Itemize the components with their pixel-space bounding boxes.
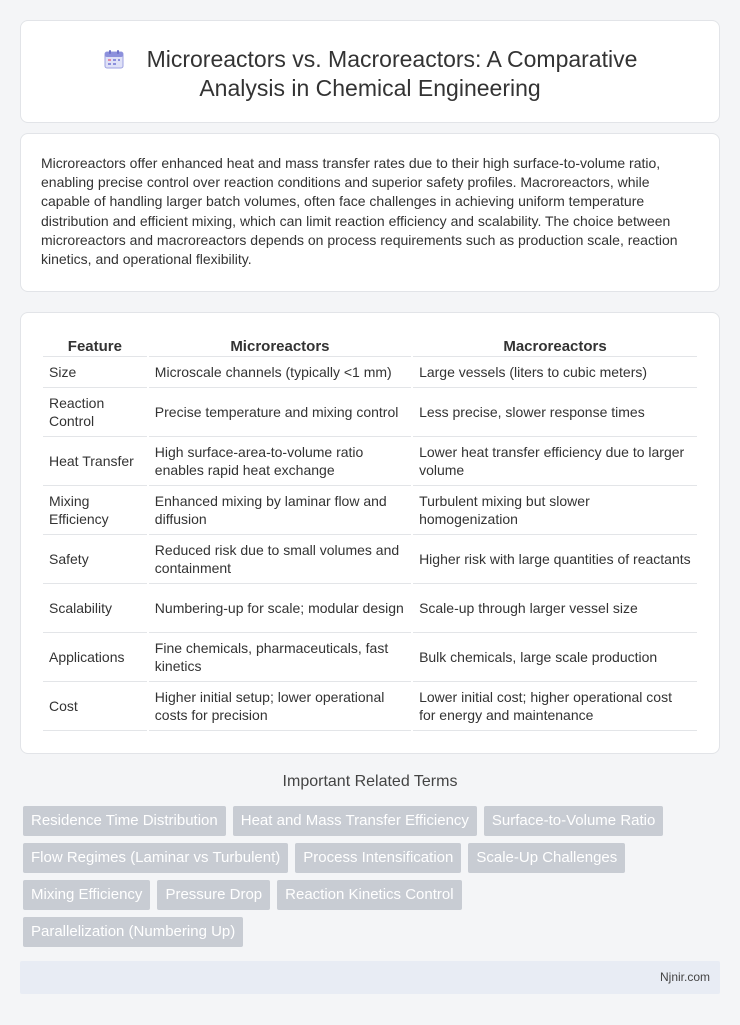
header-macroreactors: Macroreactors [413,333,697,357]
table-row [43,584,697,633]
cell-macro: Lower initial cost; higher operational cost for energy and maintenance [413,682,697,731]
table-row [43,357,697,388]
cell-macro: Scale-up through larger vessel size [413,584,697,633]
cell-feature: Mixing Efficiency [43,486,147,535]
cell-micro: Numbering-up for scale; modular design [149,584,411,633]
title-line-2: Analysis in Chemical Engineering [199,75,541,101]
related-term-tag[interactable]: Reaction Kinetics Control [277,880,461,910]
cell-macro: Less precise, slower response times [413,388,697,437]
cell-feature: Reaction Control [43,388,147,437]
summary-text: Microreactors offer enhanced heat and mass transfer rates due to their high surface-to-volume ratio, enabling precise control over reaction conditions and superior safety profiles. Macroreactors, while capable of handling larger batch volumes, often face challenges in achieving uniform temperature distribution and efficient mixing, which can limit reaction efficiency and scalability. The choice between microreactors and macroreactors depends on process requirements such as production scale, reaction kinetics, and operational flexibility. [41,155,678,268]
title-card [20,20,720,123]
page-title [21,45,719,103]
comparison-table-card [20,312,720,754]
table-row [43,388,697,437]
related-term-tag[interactable]: Scale-Up Challenges [468,843,625,873]
related-terms-title: Important Related Terms [282,773,458,790]
related-terms-list [23,806,713,954]
footer [20,961,720,994]
cell-feature: Scalability [43,584,147,633]
cell-macro: Large vessels (liters to cubic meters) [413,357,697,388]
cell-micro: Microscale channels (typically <1 mm) [149,357,411,388]
header-feature: Feature [43,333,147,357]
related-term-tag[interactable]: Pressure Drop [157,880,270,910]
cell-macro: Higher risk with large quantities of reactants [413,535,697,584]
cell-macro: Turbulent mixing but slower homogenization [413,486,697,535]
footer-site-link[interactable]: Njnir.com [659,970,710,984]
cell-feature: Heat Transfer [43,437,147,486]
cell-micro: Fine chemicals, pharmaceuticals, fast kinetics [149,633,411,682]
cell-micro: Reduced risk due to small volumes and containment [149,535,411,584]
related-term-tag[interactable]: Surface-to-Volume Ratio [484,806,663,836]
title-line-1: Microreactors vs. Macroreactors: A Comparative [146,46,638,72]
cell-macro: Bulk chemicals, large scale production [413,633,697,682]
related-term-tag[interactable]: Mixing Efficiency [23,880,150,910]
related-term-tag[interactable]: Flow Regimes (Laminar vs Turbulent) [23,843,288,873]
calendar-icon [103,48,125,70]
cell-macro: Lower heat transfer efficiency due to larger volume [413,437,697,486]
table-row [43,486,697,535]
cell-micro: Precise temperature and mixing control [149,388,411,437]
cell-micro: Enhanced mixing by laminar flow and diffusion [149,486,411,535]
table-row [43,535,697,584]
table-row [43,682,697,731]
related-term-tag[interactable]: Residence Time Distribution [23,806,226,836]
summary-card [20,133,720,292]
table-header-row [43,333,697,357]
related-term-tag[interactable]: Parallelization (Numbering Up) [23,917,243,947]
table-row [43,437,697,486]
cell-micro: High surface-area-to-volume ratio enables rapid heat exchange [149,437,411,486]
cell-feature: Applications [43,633,147,682]
table-row [43,633,697,682]
cell-feature: Safety [43,535,147,584]
cell-feature: Cost [43,682,147,731]
cell-feature: Size [43,357,147,388]
comparison-table [41,333,699,731]
related-term-tag[interactable]: Process Intensification [295,843,461,873]
related-term-tag[interactable]: Heat and Mass Transfer Efficiency [233,806,477,836]
cell-micro: Higher initial setup; lower operational costs for precision [149,682,411,731]
header-microreactors: Microreactors [149,333,411,357]
